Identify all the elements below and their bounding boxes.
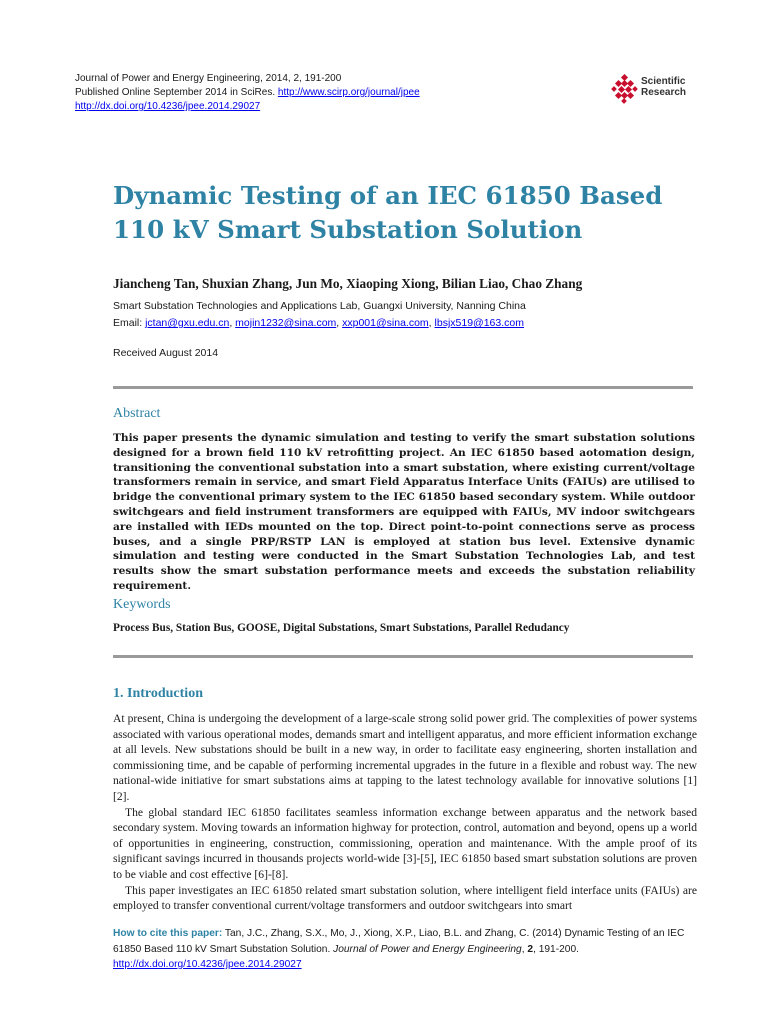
author-affiliation: Smart Substation Technologies and Applications Lab, Guangxi University, Nanning China bbox=[113, 300, 526, 312]
citation-volume: 2 bbox=[527, 943, 534, 955]
logo-text: Scientific Research bbox=[641, 76, 687, 98]
citation-doi-link[interactable]: http://dx.doi.org/10.4236/jpee.2014.29027 bbox=[113, 959, 302, 970]
intro-paragraph-1: At present, China is undergoing the development of a large-scale strong solid power grid. The complexities of power systems associated with various operational modes, demands smart and intelligent apparatus, and more efficient information exchange at all levels. New substations should be built in a new way, in order to facilitate easy engineering, shorten installation and commissioning time, and be capable of performing incremental upgrades in the future in a flexible and robust way. The new national-wide initiative for smart substations aims at tapping to the latest technology available for innovative solutions [1] [2]. bbox=[113, 712, 697, 803]
journal-line: Journal of Power and Energy Engineering, 2014, 2, 191-200 bbox=[75, 73, 342, 84]
intro-paragraph-2: The global standard IEC 61850 facilitates seamless information exchange between apparatus and the network based secondary system. Moving towards an information highway for protection, control, automation and beyond, opens up a world of opportunities in engineering, construction, commissioning, operation and maintenance. With the ample proof of its significant savings incurred in thousands projects world-wide [3]-[5], IEC 61850 based smart substation solutions are proven to be viable and cost effective [6]-[8]. bbox=[113, 805, 697, 881]
intro-paragraph-3: This paper investigates an IEC 61850 related smart substation solution, where intelligent field interface units (FAIUs) are employed to transfer conventional current/voltage transformers and outdoor switchgears into smart bbox=[113, 883, 697, 913]
author-emails: Email: jctan@gxu.edu.cn, mojin1232@sina.com, xxp001@sina.com, lbsjx519@163.com bbox=[113, 317, 524, 329]
email-link-4[interactable]: lbsjx519@163.com bbox=[434, 317, 524, 329]
email-link-1[interactable]: jctan@gxu.edu.cn bbox=[145, 317, 230, 329]
email-label: Email: bbox=[113, 317, 146, 329]
introduction-heading: 1. Introduction bbox=[113, 686, 203, 701]
published-line bbox=[75, 86, 420, 100]
journal-url-link[interactable]: http://www.scirp.org/journal/jpee bbox=[277, 87, 420, 98]
divider-bottom bbox=[113, 655, 693, 658]
received-date: Received August 2014 bbox=[113, 347, 219, 359]
published-text: Published Online September 2014 in SciRes. bbox=[75, 87, 276, 98]
email-link-3[interactable]: xxp001@sina.com bbox=[342, 317, 429, 329]
paper-title: Dynamic Testing of an IEC 61850 Based 110 kV Smart Substation Solution bbox=[113, 181, 663, 244]
logo-diamond-icon bbox=[611, 74, 639, 104]
citation-block: How to cite this paper: Tan, J.C., Zhang, S.X., Mo, J., Xiong, X.P., Liao, B.L. and Zhang, C. (2014) Dynamic Testing of an IEC 61850 Based 110 kV Smart Substation Solution. Journal of Power and Energy Engineering, 2, 191-200. http://dx.doi.org/10.4236/jpee.2014.29027 bbox=[113, 928, 685, 970]
citation-text: Tan, J.C., Zhang, S.X., Mo, J., Xiong, X.P., Liao, B.L. and Zhang, C. (2014) Dynamic Testing of an IEC 61850 Based 110 kV Smart Substation Solution. bbox=[113, 928, 685, 955]
paper-authors: Jiancheng Tan, Shuxian Zhang, Jun Mo, Xiaoping Xiong, Bilian Liao, Chao Zhang bbox=[113, 276, 583, 291]
abstract-text: This paper presents the dynamic simulation and testing to verify the smart substation solutions designed for a brown field 110 kV retrofitting project. An IEC 61850 based aotomation design, transitioning the conventional substation into a smart substation, where existing current/voltage transformers remain in service, and smart Field Apparatus Interface Units (FAIUs) are utilised to bridge the conventional primary system to the IEC 61850 based secondary system. While outdoor switchgears and field instrument transformers are equipped with FAIUs, MV indoor switchgears are installed with IEDs mounted on the top. Direct point-to-point connections serve as process buses, and a single PRP/RSTP LAN is employed at station bus level. Extensive dynamic simulation and testing were conducted in the Smart Substation Technologies Lab, and test results show the smart substation performance meets and exceeds the substation reliability requirement. bbox=[113, 432, 695, 592]
citation-label: How to cite this paper: bbox=[113, 928, 223, 939]
divider-top bbox=[113, 386, 693, 389]
doi-link[interactable]: http://dx.doi.org/10.4236/jpee.2014.29027 bbox=[75, 101, 261, 112]
email-link-2[interactable]: mojin1232@sina.com bbox=[235, 317, 337, 329]
introduction-body bbox=[113, 711, 697, 914]
journal-header bbox=[75, 72, 420, 114]
citation-journal: Journal of Power and Energy Engineering bbox=[333, 943, 522, 955]
scientific-research-logo bbox=[611, 74, 721, 104]
abstract-heading: Abstract bbox=[113, 406, 161, 421]
keywords-heading: Keywords bbox=[113, 597, 171, 612]
keywords-text: Process Bus, Station Bus, GOOSE, Digital Substations, Smart Substations, Parallel Redudancy bbox=[113, 622, 570, 634]
